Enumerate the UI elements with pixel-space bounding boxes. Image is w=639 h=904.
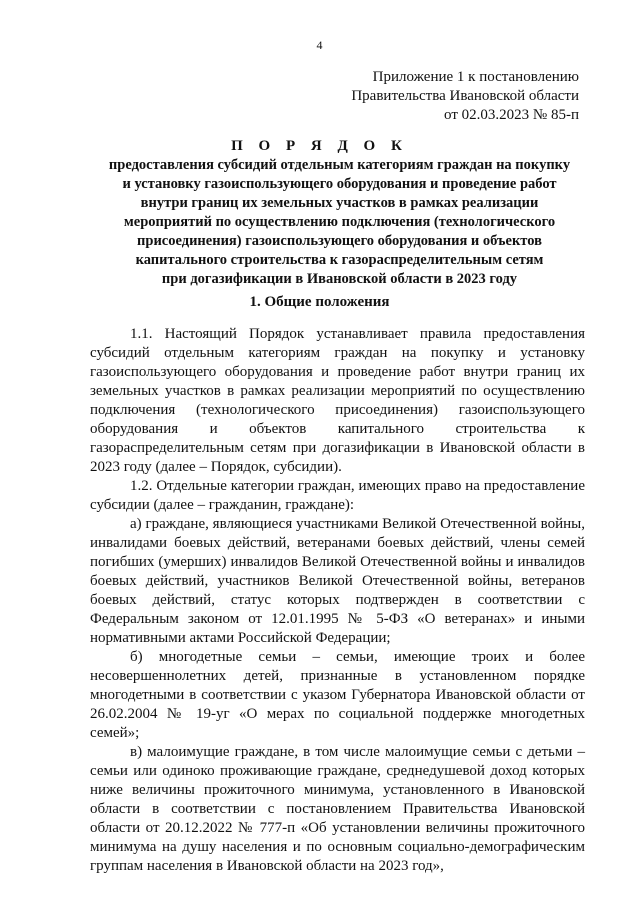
- appendix-line-3: от 02.03.2023 № 85-п: [444, 107, 579, 123]
- body-text: [90, 325, 585, 876]
- subtitle-line: мероприятий по осуществлению подключения (технологического: [123, 214, 556, 230]
- section-heading: 1. Общие положения: [249, 294, 390, 310]
- subtitle-line: присоединения) газоиспользующего оборудования и объектов: [137, 233, 542, 249]
- appendix-line-1: Приложение 1 к постановлению: [372, 69, 579, 85]
- paragraph-item-c: в) малоимущие граждане, в том числе малоимущие семьи с детьми – семьи или одиноко проживающие граждане, среднедушевой доход которых ниже величины прожиточного минимума, установленного в Ивановской области в соответствии с постановлением Правительства Ивановской области от 20.12.2022 № 777-п «Об установлении величины прожиточного минимума на душу населения и по основным социально-демографическим группам населения в Ивановской области на 2023 год»,: [90, 744, 585, 874]
- appendix-reference: [351, 68, 579, 125]
- subtitle-line: предоставления субсидий отдельным категориям граждан на покупку: [108, 157, 571, 173]
- appendix-line-2: Правительства Ивановской области: [351, 88, 579, 104]
- subtitle-line: внутри границ их земельных участков в рамках реализации: [140, 195, 539, 211]
- document-title: П О Р Я Д О К: [231, 138, 408, 154]
- document-subtitle: [80, 156, 599, 289]
- subtitle-line: капитального строительства к газораспределительным сетям: [135, 252, 544, 268]
- paragraph-item-a: а) граждане, являющиеся участниками Великой Отечественной войны, инвалидами боевых действий, ветеранами боевых действий, члены семей погибших (умерших) инвалидов Великой Отечественной войны и инвалидов боевых действий, участников Великой Отечественной войны, ветеранов боевых действий, статус которых подтвержден в соответствии с Федеральным законом от 12.01.1995 № 5-ФЗ «О ветеранах» и иными нормативными актами Российской Федерации;: [90, 516, 585, 646]
- subtitle-line: и установку газоиспользующего оборудования и проведение работ: [122, 176, 557, 192]
- subtitle-line: при догазификации в Ивановской области в 2023 году: [161, 271, 518, 287]
- paragraph-1-1: 1.1. Настоящий Порядок устанавливает правила предоставления субсидий отдельным категориям граждан на покупку и установку газоиспользующего оборудования и проведение работ внутри границ их земельных участков в рамках реализации мероприятий по осуществлению подключения (технологического присоединения) газоиспользующего оборудования и объектов капитального строительства к газораспределительным сетям при догазификации в Ивановской области в 2023 году (далее – Порядок, субсидии).: [90, 326, 585, 475]
- page-number: 4: [316, 38, 323, 52]
- paragraph-item-b: б) многодетные семьи – семьи, имеющие троих и более несовершеннолетних детей, признанные в установленном порядке многодетными в соответствии с указом Губернатора Ивановской области от 26.02.2004 № 19-уг «О мерах по социальной поддержке многодетных семей»;: [90, 649, 585, 741]
- paragraph-1-2: 1.2. Отдельные категории граждан, имеющих право на предоставление субсидии (далее – гражданин, граждане):: [90, 478, 585, 513]
